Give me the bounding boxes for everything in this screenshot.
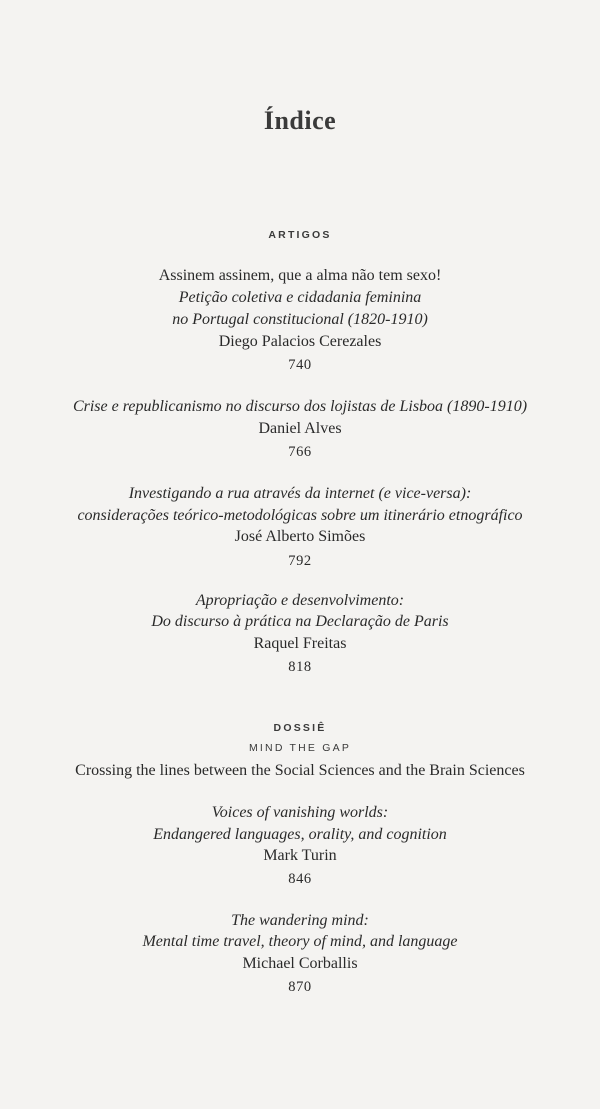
- dossie-subheading: MIND THE GAP: [248, 742, 352, 754]
- entry-title: Endangered languages, orality, and cognition: [153, 826, 447, 843]
- entry-page-number: 766: [288, 444, 312, 460]
- entry-title: Apropriação e desenvolvimento:: [195, 592, 405, 609]
- section-heading-artigos: ARTIGOS: [268, 229, 332, 241]
- section-heading-dossie: DOSSIÊ: [273, 722, 327, 734]
- entry-title: Do discurso à prática na Declaração de Paris: [151, 613, 449, 630]
- dossie-tagline: Crossing the lines between the Social Sciences and the Brain Sciences: [75, 762, 525, 779]
- entry-title: Voices of vanishing worlds:: [211, 804, 389, 821]
- entry-title: Investigando a rua através da internet (e vice-versa):: [128, 485, 472, 502]
- entry-title: Crise e republicanismo no discurso dos lojistas de Lisboa (1890-1910): [72, 398, 528, 415]
- entry-author: José Alberto Simões: [234, 528, 366, 545]
- entry-page-number: 792: [288, 553, 312, 569]
- entry-author: Raquel Freitas: [253, 635, 347, 652]
- entry-page-number: 870: [288, 979, 312, 995]
- entry-author: Daniel Alves: [258, 420, 342, 437]
- entry-author: Michael Corballis: [242, 955, 358, 972]
- entry-author: Diego Palacios Cerezales: [218, 333, 382, 350]
- entry-subtitle: Petição coletiva e cidadania feminina: [178, 289, 422, 306]
- entry-title: Assinem assinem, que a alma não tem sexo!: [158, 267, 442, 284]
- entry-title: The wandering mind:: [231, 912, 369, 929]
- entry-title: Mental time travel, theory of mind, and language: [142, 933, 458, 950]
- entry-page-number: 818: [288, 659, 312, 675]
- entry-page-number: 740: [288, 357, 312, 373]
- entry-title: considerações teórico-metodológicas sobre um itinerário etnográfico: [77, 507, 523, 524]
- entry-page-number: 846: [288, 871, 312, 887]
- page-title: Índice: [263, 106, 337, 135]
- entry-author: Mark Turin: [263, 847, 337, 864]
- entry-subtitle: no Portugal constitucional (1820-1910): [172, 311, 428, 328]
